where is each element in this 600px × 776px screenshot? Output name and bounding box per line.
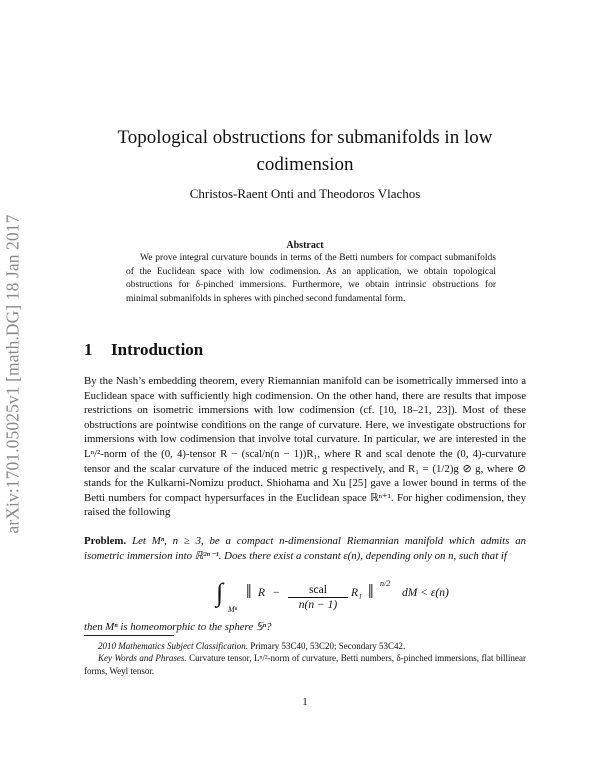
section-heading bbox=[84, 340, 203, 360]
footnote-msc bbox=[84, 640, 526, 652]
introduction-paragraph: By the Nash’s embedding theorem, every Riemannian manifold can be isometrically immersed into a Euclidean space with sufficiently high codimension. On the other hand, there are results that impose restrictions on isometric immersions with low codimension (cf. [10, 18–21, 23]). Most of these obstructions are pointwise conditions on the range of curvature. Here, we investigate obstructions for immersions with low codimension that involve total curvature. In particular, we are interested in the Lⁿ/²-norm of the (0, 4)-tensor R − (scal/n(n − 1))R₁, where R and scal denote the (0, 4)-curvature tensor and the scalar curvature of the induced metric g respectively, and R₁ = (1/2)g ⊘ g, where ⊘ stands for the Kulkarni-Nomizu product. Shiohama and Xu [25] gave a lower bound in terms of the Betti numbers for compact hypersurfaces in the Euclidean space ℝⁿ⁺¹. For higher codimension, they raised the following bbox=[84, 375, 526, 519]
norm-close: ‖ bbox=[368, 581, 374, 603]
equation-tail: dM < ε(n) bbox=[402, 587, 449, 599]
curvature-tensor-symbol: R bbox=[258, 587, 266, 599]
section-number: 1 bbox=[84, 340, 93, 359]
abstract-body: We prove integral curvature bounds in terms of the Betti numbers for compact submanifolds of the Euclidean space with low codimension. As an application, we obtain topological obstructions for δ-pinched immersions. Furthermore, we obtain intrinsic obstructions for minimal submanifolds in spheres with pinched second fundamental form. bbox=[126, 253, 496, 304]
fraction-denominator: n(n − 1) bbox=[298, 599, 338, 611]
paper-title: Topological obstructions for submanifolds in low codimension bbox=[117, 127, 493, 175]
fraction-bar bbox=[288, 597, 348, 598]
r1-tensor-symbol: R₁ bbox=[351, 587, 363, 599]
norm-open: ‖ bbox=[246, 581, 252, 603]
problem-statement bbox=[84, 534, 526, 563]
norm-exponent: n/2 bbox=[380, 579, 391, 588]
fraction bbox=[288, 584, 348, 611]
keywords-lead: Key Words and Phrases. bbox=[98, 653, 187, 664]
footnote-keywords bbox=[84, 652, 526, 677]
footnote-divider bbox=[84, 635, 174, 636]
footnotes bbox=[84, 640, 526, 677]
section-title: Introduction bbox=[111, 340, 204, 359]
problem-text: Let Mⁿ, n ≥ 3, be a compact n-dimensional Riemannian manifold which admits an isometric immersion into ℝ²ⁿ⁻¹. Does there exist a constant ε(n), depending only on n, such that if bbox=[84, 535, 526, 562]
paper-authors: Christos-Raent Onti and Theodoros Vlachos bbox=[189, 186, 421, 201]
keywords-text: Curvature tensor, Lⁿ/²-norm of curvature, Betti numbers, δ-pinched immersions, flat billinear forms, Weyl tensor. bbox=[84, 653, 527, 676]
integral-sign: ∫ bbox=[216, 578, 224, 607]
msc-lead: 2010 Mathematics Subject Classification. bbox=[98, 641, 248, 651]
integral-domain: Mⁿ bbox=[228, 605, 238, 614]
arxiv-identifier-stamp: arXiv:1701.05025v1 [math.DG] 18 Jan 2017 bbox=[2, 214, 23, 534]
msc-text: Primary 53C40, 53C20; Secondary 53C42. bbox=[250, 641, 406, 651]
display-equation bbox=[84, 578, 526, 616]
fraction-numerator: scal bbox=[309, 584, 327, 596]
minus-sign: − bbox=[273, 587, 280, 599]
page-number: 1 bbox=[302, 696, 308, 708]
problem-label: Problem. bbox=[84, 535, 127, 547]
problem-conclusion: then Mⁿ is homeomorphic to the sphere 𝕊ⁿ? bbox=[84, 621, 272, 633]
abstract-heading: Abstract bbox=[286, 240, 324, 251]
